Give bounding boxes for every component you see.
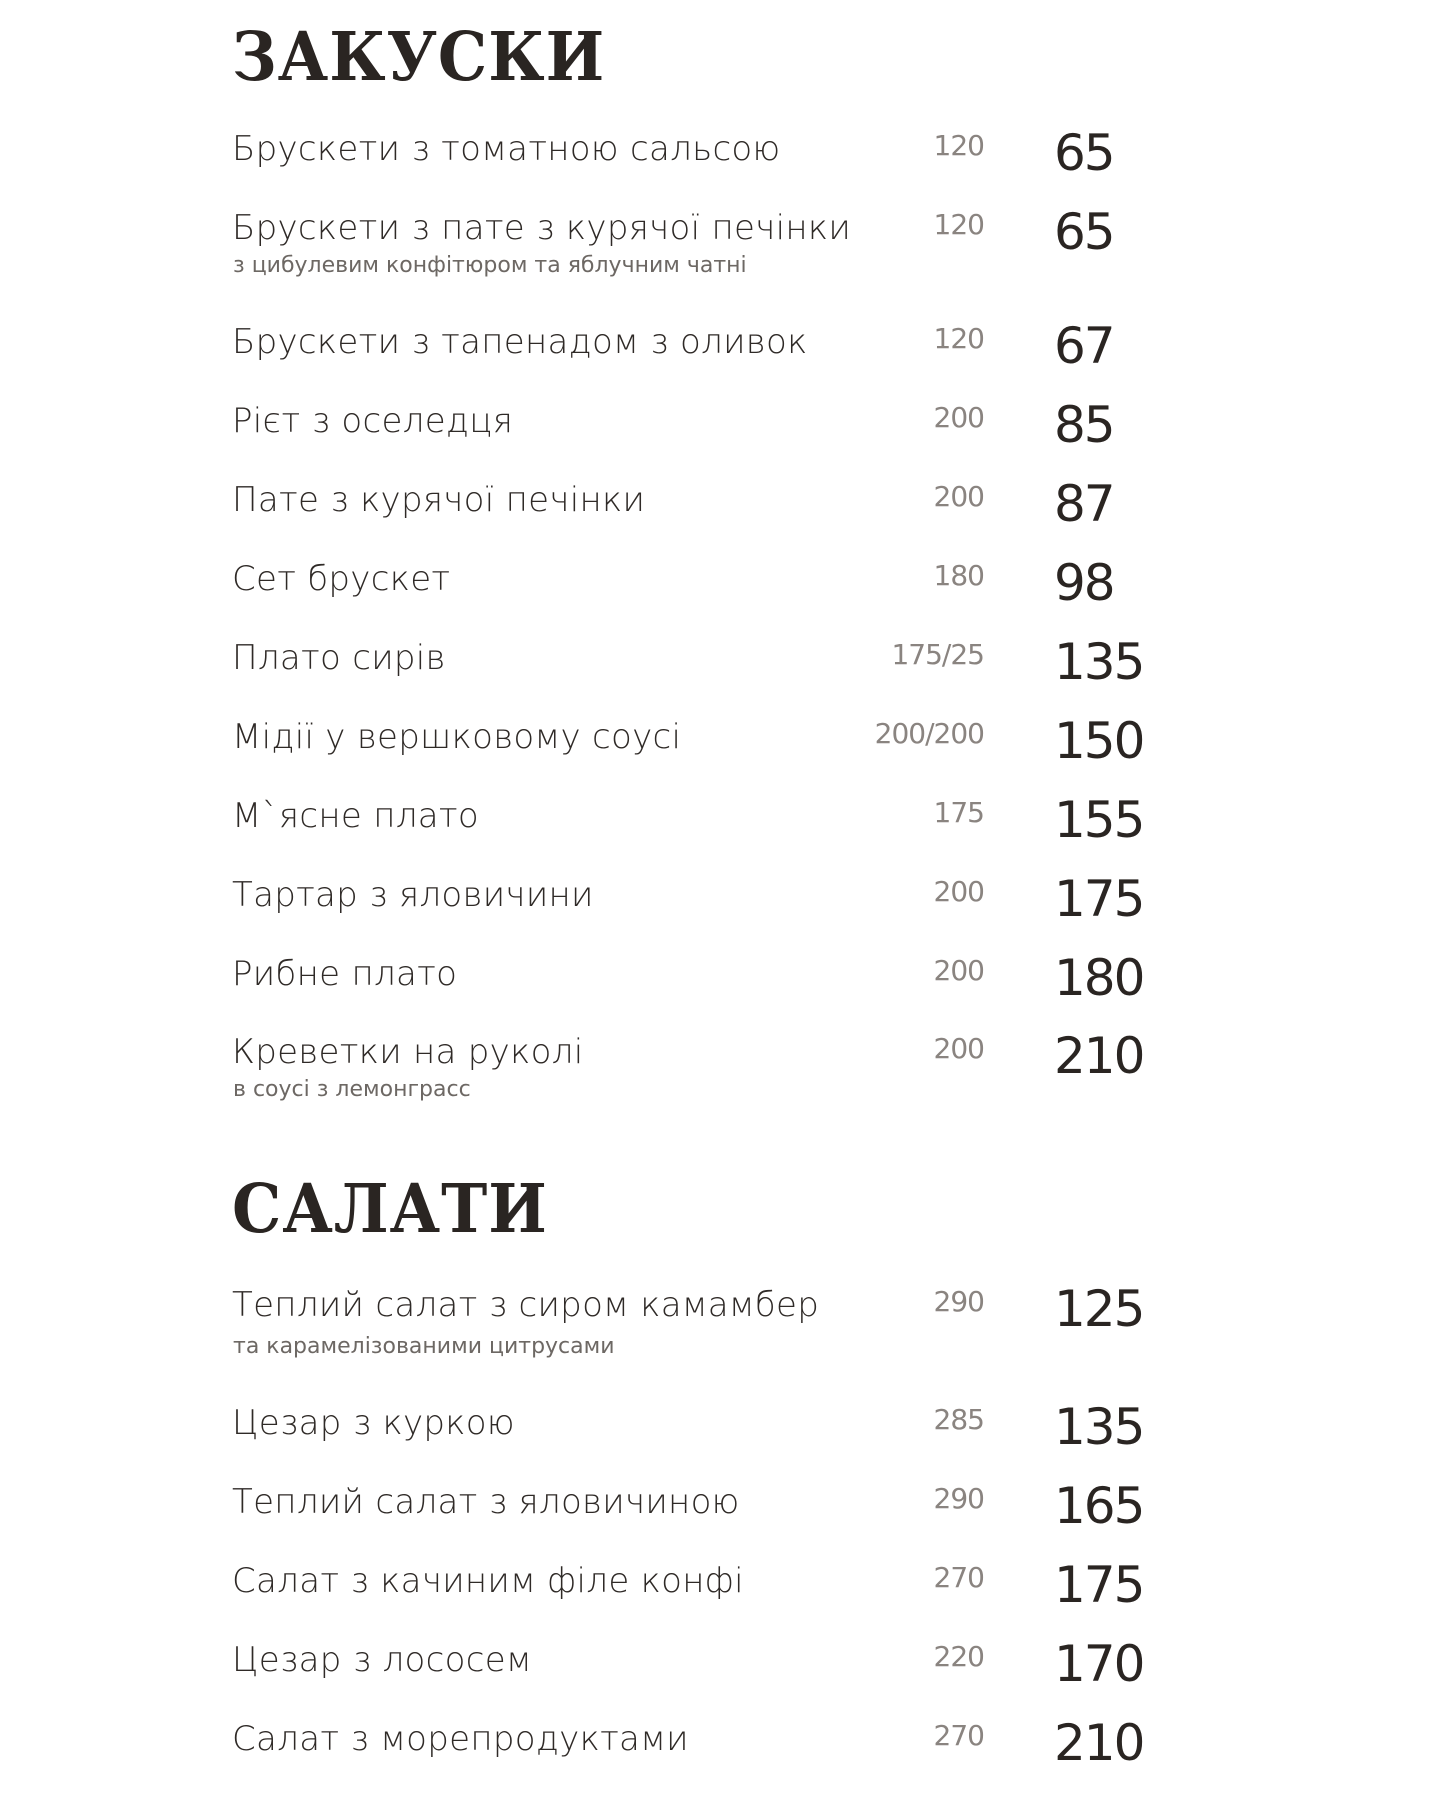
item-name: Пате з курячої печінки: [232, 480, 646, 520]
item-name: Брускети з томатною сальсою: [232, 129, 781, 169]
item-name: Рибне плато: [232, 954, 458, 994]
item-name: Теплий салат з сиром камамбер: [232, 1285, 820, 1325]
item-weight: 270: [933, 1719, 984, 1752]
item-weight: 120: [933, 129, 984, 162]
item-name: Сет брускет: [232, 559, 451, 599]
item-price: 125: [1054, 1280, 1144, 1338]
section-salads: [232, 1169, 1232, 1772]
item-price: 165: [1054, 1477, 1144, 1535]
item-name: М`ясне плато: [232, 796, 479, 836]
item-weight: 270: [933, 1561, 984, 1594]
item-price: 150: [1054, 712, 1144, 770]
item-price: 175: [1054, 1556, 1144, 1614]
item-price: 175: [1054, 870, 1144, 928]
item-price: 210: [1054, 1714, 1144, 1772]
item-weight: 285: [933, 1403, 984, 1436]
item-description: в соусі з лемонграсс: [233, 1077, 471, 1102]
item-weight: 200: [933, 875, 984, 908]
item-weight: 200: [933, 401, 984, 434]
item-name: Теплий салат з яловичиною: [232, 1482, 740, 1522]
item-price: 98: [1054, 554, 1114, 612]
item-name: Тартар з яловичини: [232, 875, 594, 915]
item-weight: 220: [933, 1640, 984, 1673]
item-price: 85: [1054, 396, 1114, 454]
item-price: 135: [1054, 633, 1144, 691]
section-title: ЗАКУСКИ: [232, 17, 606, 97]
item-name: Салат з качиним філе конфі: [232, 1561, 744, 1601]
item-name: Плато сирів: [232, 638, 446, 678]
item-weight: 175/25: [891, 638, 984, 671]
item-description: та карамелізованими цитрусами: [233, 1334, 615, 1359]
item-weight: 120: [933, 322, 984, 355]
item-price: 180: [1054, 949, 1144, 1007]
item-weight: 175: [933, 796, 984, 829]
item-price: 65: [1054, 203, 1114, 261]
item-name: Рієт з оселедця: [232, 401, 514, 441]
item-name: Брускети з пате з курячої печінки: [232, 208, 852, 248]
item-price: 65: [1054, 124, 1114, 182]
item-weight: 180: [933, 559, 984, 592]
item-name: Салат з морепродуктами: [232, 1719, 689, 1759]
item-weight: 200/200: [874, 717, 984, 750]
item-price: 87: [1054, 475, 1114, 533]
item-weight: 290: [933, 1285, 984, 1318]
item-price: 67: [1054, 317, 1114, 375]
section-appetizers: [232, 17, 1232, 1102]
item-price: 135: [1054, 1398, 1144, 1456]
item-name: Брускети з тапенадом з оливок: [232, 322, 808, 362]
item-name: Цезар з куркою: [232, 1403, 515, 1443]
item-weight: 200: [933, 954, 984, 987]
item-price: 210: [1054, 1027, 1144, 1085]
item-weight: 200: [933, 1032, 984, 1065]
item-name: Цезар з лососем: [232, 1640, 532, 1680]
item-price: 170: [1054, 1635, 1144, 1693]
item-weight: 200: [933, 480, 984, 513]
item-name: Креветки на руколі: [232, 1032, 584, 1072]
item-weight: 120: [933, 208, 984, 241]
section-title: САЛАТИ: [232, 1169, 548, 1249]
item-weight: 290: [933, 1482, 984, 1515]
item-price: 155: [1054, 791, 1144, 849]
item-description: з цибулевим конфітюром та яблучним чатні: [233, 253, 747, 278]
item-name: Мідії у вершковому соусі: [232, 717, 682, 757]
